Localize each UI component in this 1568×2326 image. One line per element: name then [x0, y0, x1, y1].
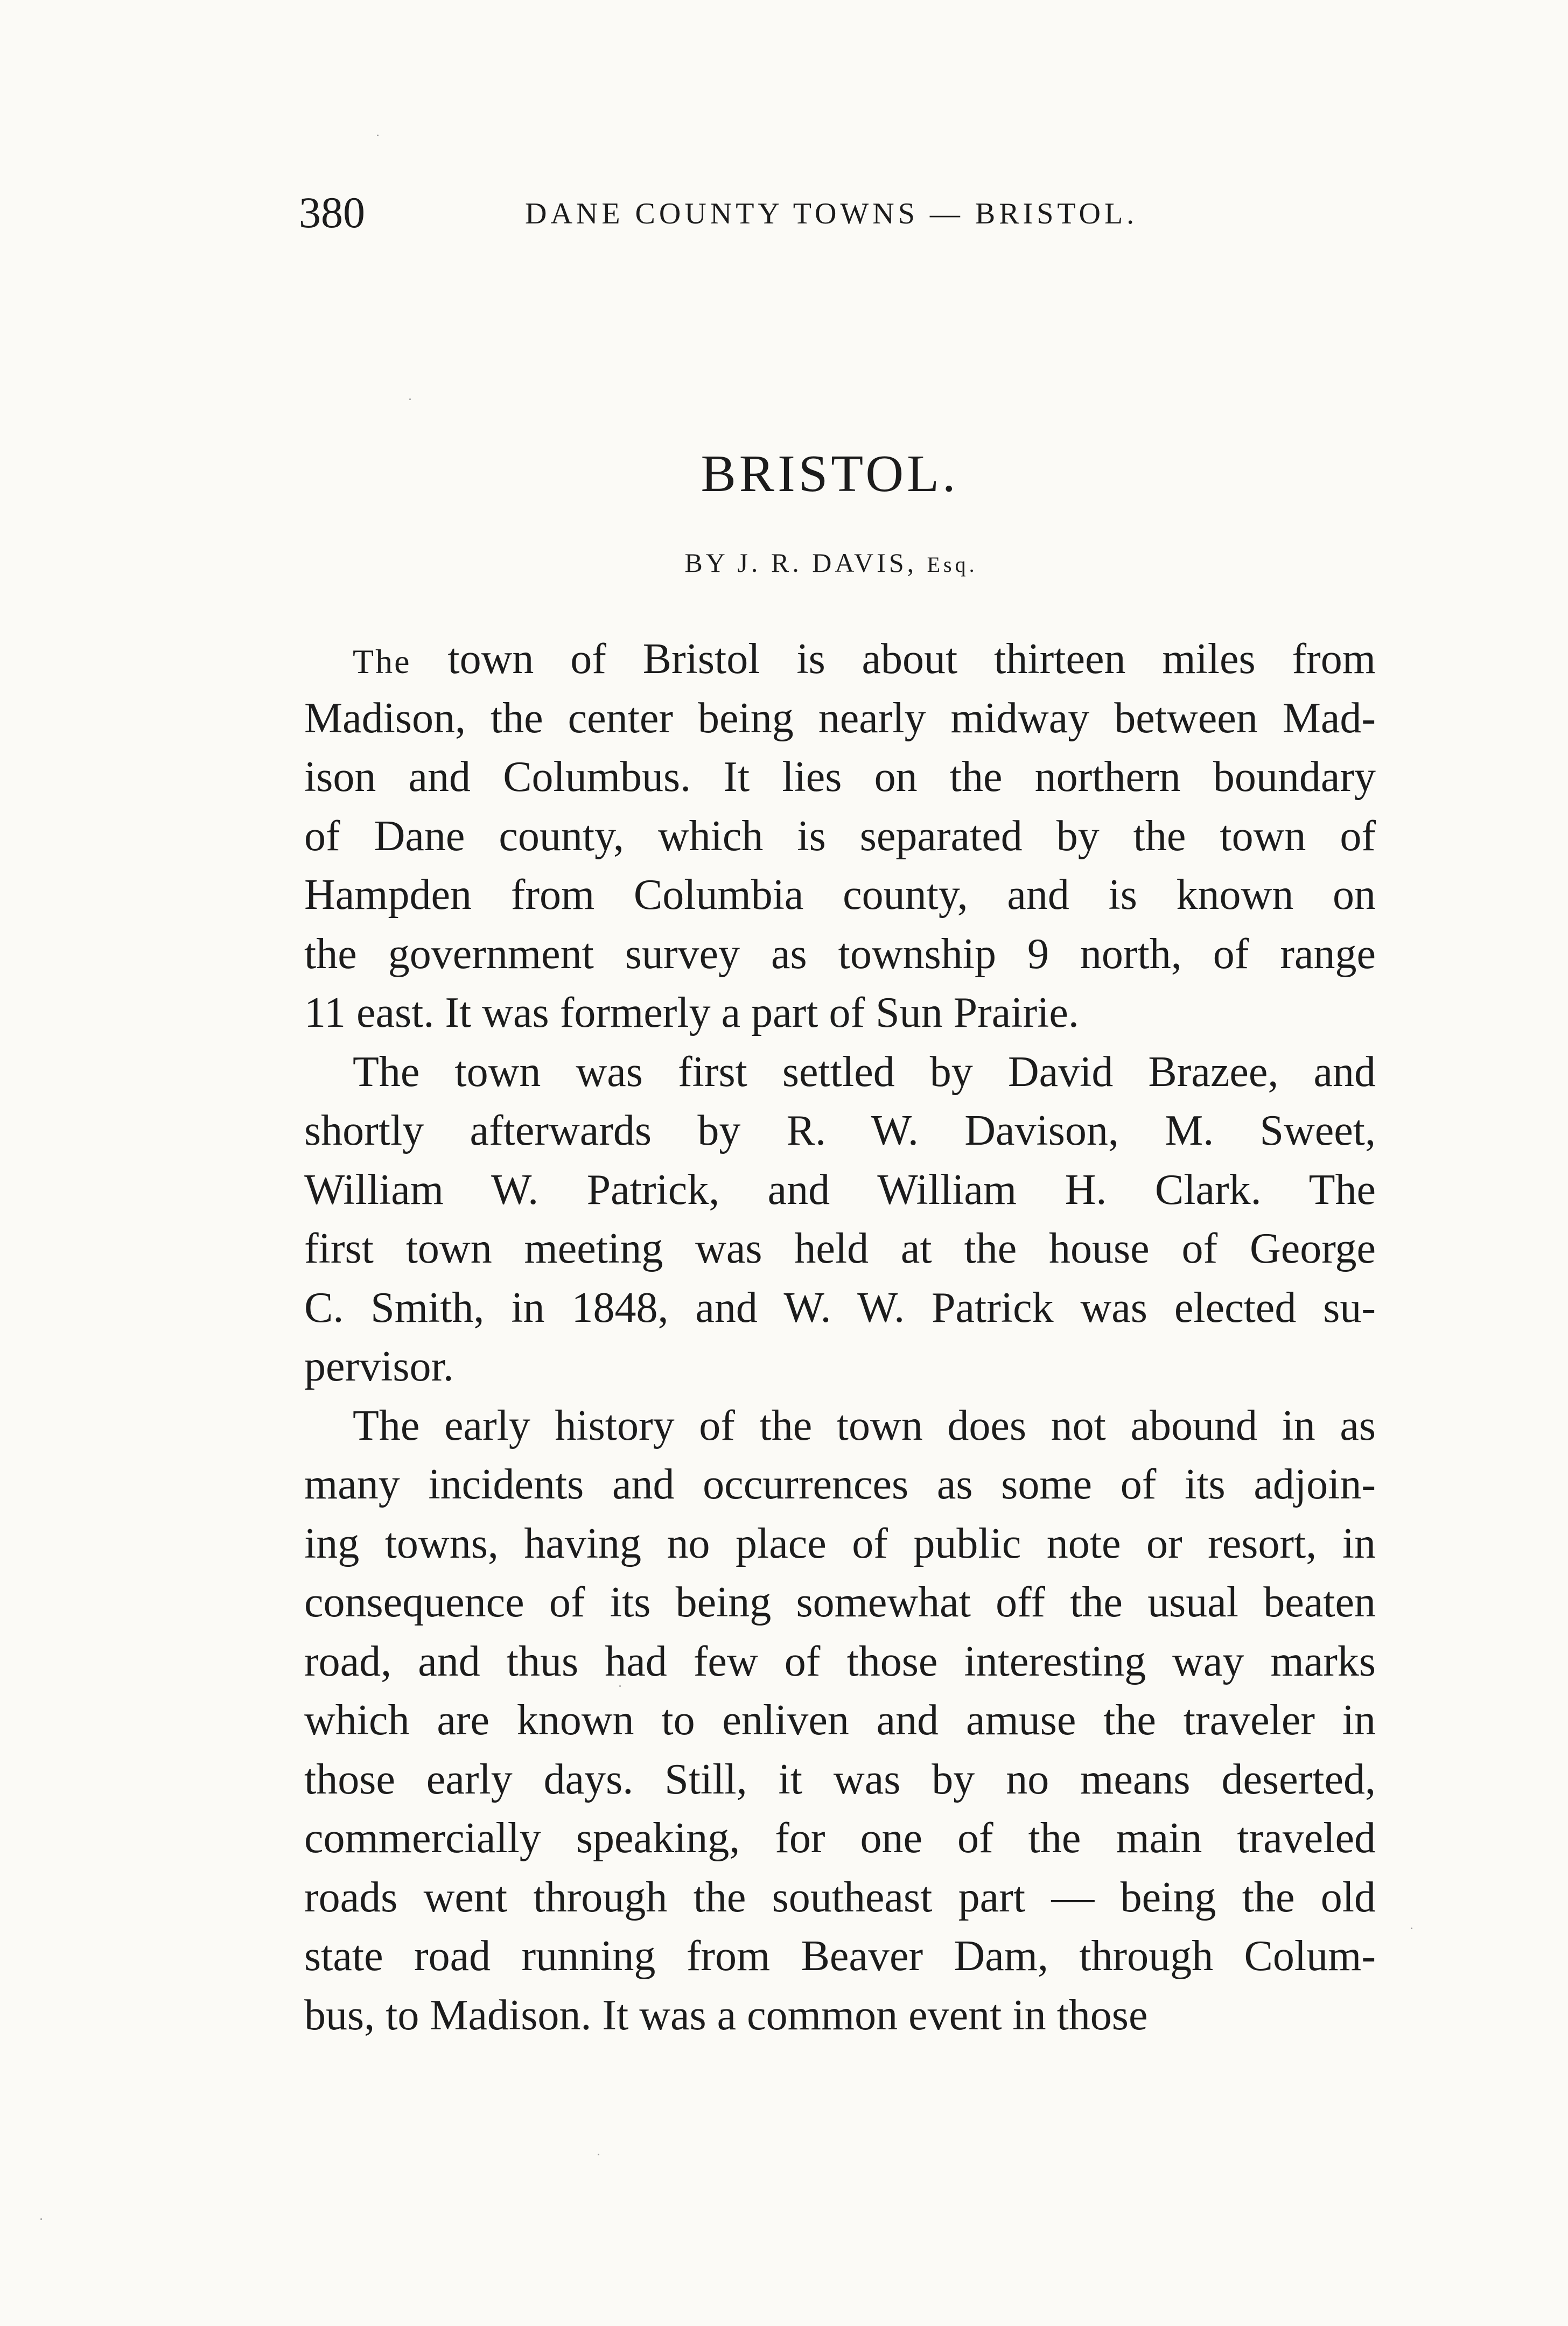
paragraph-2 [304, 1043, 1376, 1397]
scan-speck [1411, 1928, 1412, 1929]
text-line: Madison, the center being nearly midway between Mad- [304, 694, 1376, 742]
scan-speck [598, 2154, 599, 2155]
scan-speck [377, 135, 379, 136]
drop-word: The [353, 642, 411, 681]
scan-speck [40, 2218, 42, 2220]
text-line: state road running from Beaver Dam, through Colum- [304, 1932, 1376, 1980]
text-line: William W. Patrick, and William H. Clark. The [304, 1166, 1376, 1214]
article-body [304, 630, 1376, 2045]
article-title: BRISTOL. [701, 445, 959, 503]
text-line: many incidents and occurrences as some of its adjoin- [304, 1461, 1376, 1508]
scan-speck [619, 1685, 621, 1687]
text-line: ison and Columbus. It lies on the northern boundary [304, 753, 1376, 801]
text-line: The early history of the town does not abound in as [353, 1402, 1376, 1449]
text-line: those early days. Still, it was by no means deserted, [304, 1755, 1376, 1803]
text-line: shortly afterwards by R. W. Davison, M. Sweet, [304, 1107, 1376, 1154]
article-byline [0, 544, 1568, 584]
byline-suffix: Esq. [927, 552, 978, 577]
text-line: roads went through the southeast part — being the old [304, 1873, 1376, 1921]
running-head [299, 186, 1370, 250]
text-line: the government survey as township 9 north, of range [304, 930, 1376, 978]
text-line-rest: town of Bristol is about thirteen miles from [411, 635, 1376, 683]
text-line: of Dane county, which is separated by the town of [304, 812, 1376, 860]
text-line: first town meeting was held at the house of George [304, 1225, 1376, 1272]
byline-author: BY J. R. DAVIS, [684, 548, 918, 578]
text-line: Hampden from Columbia county, and is known on [304, 871, 1376, 919]
text-line: The town was first settled by David Brazee, and [353, 1048, 1376, 1096]
text-line: road, and thus had few of those interesting way marks [304, 1637, 1376, 1685]
text-line: commercially speaking, for one of the main traveled [304, 1814, 1376, 1862]
text-line: consequence of its being somewhat off the usual beaten [304, 1579, 1376, 1626]
paragraph-1 [304, 630, 1376, 1043]
scan-speck [409, 398, 411, 400]
text-line: pervisor. [304, 1343, 454, 1390]
paragraph-3 [304, 1397, 1376, 2045]
text-line: C. Smith, in 1848, and W. W. Patrick was elected su- [304, 1284, 1376, 1332]
text-line: bus, to Madison. It was a common event in those [304, 1991, 1148, 2039]
running-head-title: DANE COUNTY TOWNS — BRISTOL. [525, 197, 1138, 230]
text-line: 11 east. It was formerly a part of Sun Prairie. [304, 989, 1079, 1036]
text-line: ing towns, having no place of public note or resort, in [304, 1519, 1376, 1567]
text-line: which are known to enliven and amuse the traveler in [304, 1697, 1376, 1744]
page-number: 380 [299, 188, 365, 237]
text-line [304, 630, 1376, 689]
